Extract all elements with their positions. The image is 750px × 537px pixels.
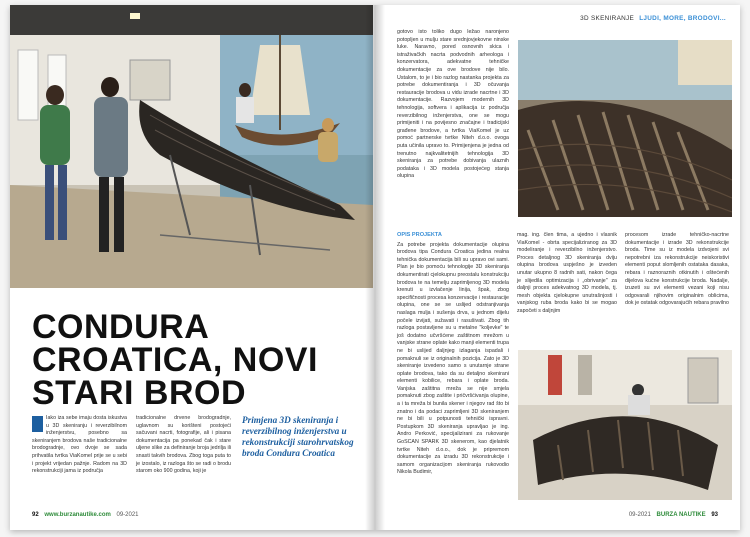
title-line: CONDURA bbox=[32, 308, 210, 346]
magazine-spread bbox=[10, 5, 740, 530]
page-number: 92 bbox=[32, 512, 39, 518]
scanning-photo bbox=[518, 350, 732, 500]
page-footer-left bbox=[32, 512, 139, 518]
page-footer-right bbox=[629, 512, 718, 518]
title-line: CROATICA, NOVI bbox=[32, 341, 318, 379]
hull-frames-photo bbox=[518, 40, 732, 217]
body-column: procesom izrade tehničko-nacrtne dokumentacije i izrade 3D rekonstrukcije broda. Time su iz modela izdvojeni svi nepotrebni iza rekonstrukcije neiskoristivi elementi poput slomljenih ostataka dasaka, rebara i raznoraznih otkinutih i oštećenih dijelova kućne konstrukcije broda. Nadalje, izuzeti su svi elementi vezani koji nisu odgovarali njihovim originalnim oblicima, dok je ostatak odgovarajućih rebara pravilno bbox=[625, 232, 729, 307]
right-page bbox=[377, 5, 740, 530]
body-column bbox=[32, 415, 127, 476]
body-column: gotovo isto toliko dugo ležao naronjeno potopljen u mulju stare srednjovjekovne ninske luke. Naravno, pored osnovnih skica i istraživačkih nacrta podvodnih arheologa i konzervatora, adekvatne tehničke dokumentacije za ove brodove nije bilo. Ustalom, to je i bio razlog nastanka projekta za potrebe dokumentiranja i 3D očuvanja restauracije brodova u vidu izrade nacrtne i 3D dokumentacije. Razvojem modernih 3D tehnologija, softvera i aplikacija iz područja reverzibilnog inženjerstva, one se mogu primijeniti i na povijesno značajne i tradicijski građene brodove, a tvrtka ViaKomel je uz pomoć partnerske tvrtke Niteh d.o.o. ovoga puta učinila upravo to. Primijenjena je jedna od trenutno najkvalitetnijih tehnologija 3D skeniranja za potrebe dobivanja ulaznih podataka i 3D modela postojećeg stanja olupina bbox=[397, 29, 509, 180]
website-link[interactable]: www.burzanautike.com bbox=[44, 512, 111, 518]
header-accent: LJUDI, MORE, BRODOVI... bbox=[639, 15, 726, 22]
body-text: Iako iza sebe imaju dosta iskustva u 3D skeniranju i reverzibilnom inženjerstvu, posebno sa skeniranjem brodova naše tradicionalne brodogradnje, ovo dvoje se sada prihvatila tvrtka ViaKomel prije se u sebi i projekt vrijedan pažnje. Radom na 3D rekonstrukciji jama iz područja bbox=[32, 415, 127, 475]
page-number: 93 bbox=[711, 512, 718, 518]
issue-date: 09-2021 bbox=[628, 512, 651, 518]
header-label: 3D SKENIRANJE bbox=[580, 15, 635, 22]
body-column: mag. ing. člen tima, a ujedno i vlasnik ViaKomel - obrta specijaliziranog za 3D modeliranje i reverzibilno inženjerstvo. Proces detaljnog 3D skeniranja dviju olupina brodova uspješno je izveden unutar ukupno 8 radnih sati, nakon čega je slijedila optimizacija i „obrivanje" za daljnji proces adekvatnog 3D modela, tj. mesh objekta cjelokupne unutrašnjosti i vanjskog ruba broda kako bi se mogao započeti s daljnjim bbox=[517, 232, 617, 314]
brand-name: BURZA NAUTIKE bbox=[656, 512, 706, 518]
article-title bbox=[32, 308, 362, 412]
article-subtitle: Primjena 3D skeniranja i reverzibilnog inženjerstva u rekonstrukciji starohrvatskog broda Condura Croatica bbox=[242, 415, 354, 458]
body-column: tradicionalne drvene brodogradnje, uglavnom su korišteni postojeći sačuvani nacrti, fotografije, ali i pisana dokumentacija pa ponekad čak i stare uljene slike za definiranje broja jedrilja ili snasti takvih brodova. Zbog toga puta to je izostalo, iz razloga što se radi o brodu starom oko 900 godina, koji je bbox=[136, 415, 231, 475]
left-page bbox=[10, 5, 373, 530]
museum-boat-photo bbox=[10, 5, 373, 288]
running-header bbox=[580, 15, 726, 22]
title-line: STARI BROD bbox=[32, 374, 247, 412]
body-column bbox=[397, 232, 509, 477]
issue-date: 09-2021 bbox=[116, 512, 139, 518]
body-text: Za potrebe projekta dokumentacije olupina brodova tipa Condura Croatica jedina realna tehnička dokumentacija bili su upravo ovi sami. Plan je bio pomoću tehnologije 3D skeniranja dokumentirati cjelokupnu preostalu konstrukciju brodova te na temelju zaprimljenog 3D modela krenuti u izvlačenje linija, špak, zbog specifičnosti procesa konzervacije i restauracije olupina, one se se uslijed odstranjivanja naslaga mulja i sušenja drva, u jednom dijelu počele izvijati, sužavati i rasušivati. Zbog tih razloga postavljene su u metalne "koljevke" te još dodatno učvršćene zaštitnom mrežom u vanjske strane oplate kako manji elementi trupa ne bi uslijed daljnjeg izlaganja ispadali i pomaknuli se iz originalnih pozicija. Zato je 3D skeniranje izvedeno samo s unutarnje strane oplate brodova, tako da su detaljno skenirani elementi kobilice, rebara i oplate broda. Vanjska zaštitna mreža se nije smjela pomaknuti zbog zaštite i pričvršćivanja olupine, a i ta mreža bi bunila skener i njegov rad što bi znatno i da podaci zaprimljeni 3D skeniranjem ne bi bili u potpunosti tehnički ispravni. Postupkom 3D skeniranja upravljao je ing. Andro Perković, specijalizirani za rukovanje GoSCAN SPARK 3D skenerom, kao djelatnik tvrtke Niteh d.o.o., dok je pripremom dokumentacije za izradu 3D rekonstrukcije i samom organizacijom skeniranja rukovodio Nikola Budimir, bbox=[397, 241, 509, 476]
dropcap bbox=[32, 416, 43, 432]
section-heading: OPIS PROJEKTA bbox=[397, 232, 442, 238]
